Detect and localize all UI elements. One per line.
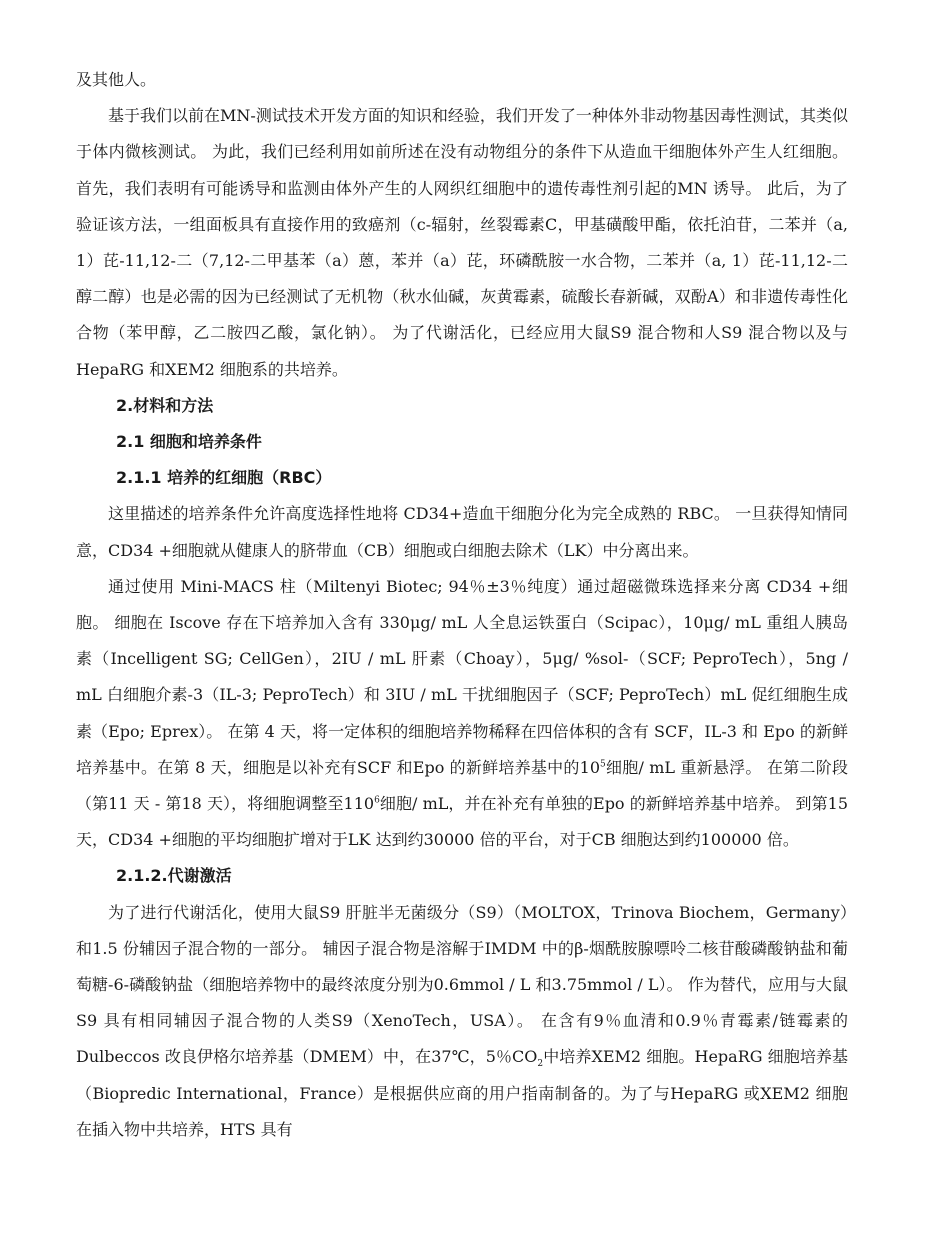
- heading-cultured-rbc: 2.1.1 培养的红细胞（RBC）: [116, 468, 332, 488]
- text-segment: 中培养XEM2 细胞。HepaRG 细胞培养基（Biopredic International，France）是根据供应商的用户指南制备的。为了与HepaRG 或XEM2 细胞在插入物中共培养，HTS 具有: [76, 1047, 848, 1139]
- text-segment: 细胞/ mL 重新悬浮。 在第二阶段（第11 天 - 第18 天），将细胞调整至110: [76, 757, 848, 814]
- heading-cells-culture: 2.1 细胞和培养条件: [116, 432, 262, 452]
- heading-metabolic-activation: 2.1.2.代谢激活: [116, 866, 232, 886]
- text-segment: 细胞/ mL，并在补充有单独的Epo 的新鲜培养基中培养。 到第15 天，CD34 +细胞的平均细胞扩增对于LK 达到约30000 倍的平台，对于CB 细胞达到约100000 倍。: [76, 794, 848, 850]
- document-page: [76, 62, 848, 1148]
- paragraph-background: 基于我们以前在MN-测试技术开发方面的知识和经验，我们开发了一种体外非动物基因毒性测试，其类似于体内微核测试。 为此，我们已经利用如前所述在没有动物组分的条件下从造血干细胞体外产生人红细胞。 首先，我们表明有可能诱导和监测由体外产生的人网织红细胞中的遗传毒性剂引起的MN 诱导。 此后，为了验证该方法，一组面板具有直接作用的致癌剂（c-辐射，丝裂霉素C，甲基磺酸甲酯，依托泊苷，二苯并（a, 1）芘-11,12-二（7,12-二甲基苯（a）蒽，苯并（a）芘，环磷酰胺一水合物，二苯并（a, 1）芘-11,12-二醇二醇）也是必需的因为已经测试了无机物（秋水仙碱，灰黄霉素，硫酸长春新碱，双酚A）和非遗传毒性化合物（苯甲醇，乙二胺四乙酸，氯化钠）。 为了代谢活化，已经应用大鼠S9 混合物和人S9 混合物以及与HepaRG 和XEM2 细胞系的共培养。: [76, 106, 848, 379]
- paragraph-rbc-selection: 这里描述的培养条件允许高度选择性地将 CD34+造血干细胞分化为完全成熟的 RBC。 一旦获得知情同意，CD34 +细胞就从健康人的脐带血（CB）细胞或白细胞去除术（LK）中分离出来。: [76, 504, 848, 560]
- superscript: 6: [374, 795, 380, 806]
- text-segment: 为了进行代谢活化，使用大鼠S9 肝脏半无菌级分（S9）（MOLTOX，Trinova Biochem，Germany）和1.5 份辅因子混合物的一部分。 辅因子混合物是溶解于IMDM 中的β-烟酰胺腺嘌呤二核苷酸磷酸钠盐和葡萄糖-6-磷酸钠盐（细胞培养物中的最终浓度分别为0.6mmol / L 和3.75mmol / L）。 作为替代，应用与大鼠S9 具有相同辅因子混合物的人类S9（XenoTech，USA）。 在含有9％血清和0.9％青霉素/链霉素的Dulbeccos 改良伊格尔培养基（DMEM）中，在37℃，5％CO: [76, 902, 848, 1067]
- paragraph-metabolic: [76, 895, 848, 1148]
- paragraph-intro-end: 及其他人。: [76, 70, 157, 89]
- subscript: 2: [537, 1059, 544, 1070]
- paragraph-rbc-protocol: [76, 569, 848, 859]
- heading-materials-methods: 2.材料和方法: [116, 395, 214, 415]
- superscript: 5: [600, 759, 606, 770]
- text-segment: 通过使用 Mini-MACS 柱（Miltenyi Biotec; 94％±3％纯度）通过超磁微珠选择来分离 CD34 +细胞。 细胞在 Iscove 存在下培养加入含有 330μg/ mL 人全息运铁蛋白（Scipac），10μg/ mL 重组人胰岛素（Incelligent SG; CellGen），2IU / mL 肝素（Choay），5μg/ %sol-（SCF; PeproTech），5ng / mL 白细胞介素-3（IL-3; PeproTech）和 3IU / mL 干扰细胞因子（SCF; PeproTech）mL 促红细胞生成素（Epo; Eprex）。 在第 4 天，将一定体积的细胞培养物稀释在四倍体积的含有 SCF，IL-3 和 Epo 的新鲜培养基中。在第 8 天，细胞是以补充有SCF 和Epo 的新鲜培养基中的10: [76, 576, 848, 777]
